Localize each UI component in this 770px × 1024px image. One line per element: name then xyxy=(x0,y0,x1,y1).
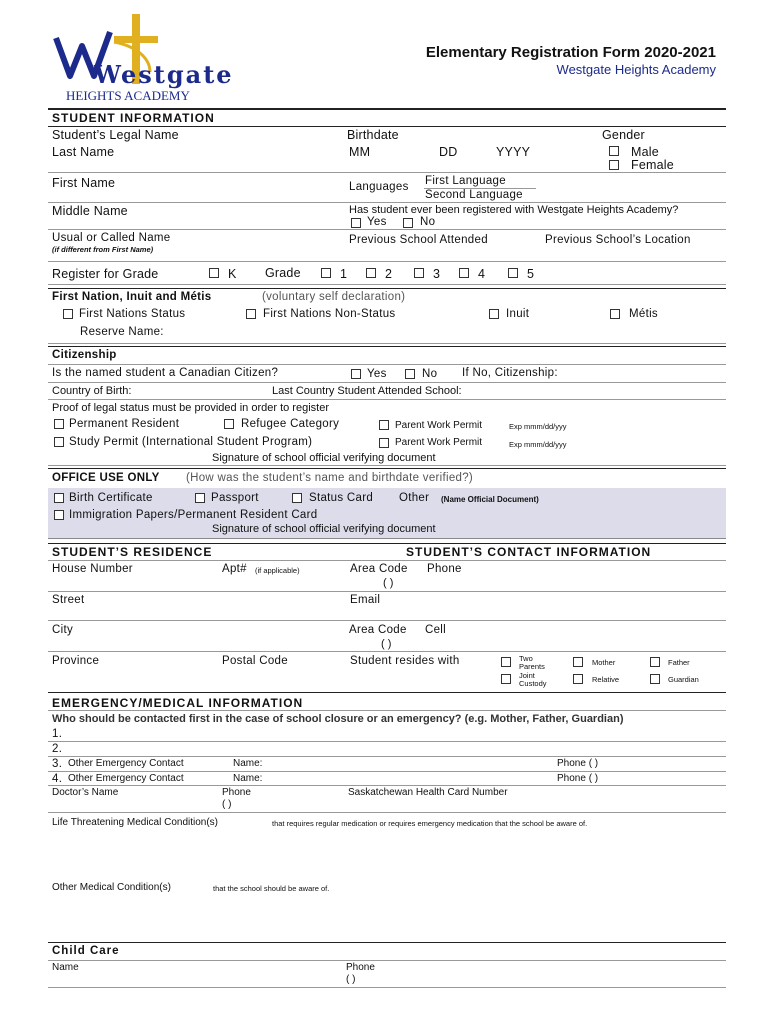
father-checkbox[interactable] xyxy=(650,657,660,667)
child-care-phone-paren: ( ) xyxy=(346,974,356,985)
grade-3-label: 3 xyxy=(433,267,441,281)
office-heading: OFFICE USE ONLY xyxy=(52,472,160,484)
emergency-question: Who should be contacted first in the case of school closure or an emergency? (e.g. Mother, Father, Guardian) xyxy=(52,713,624,725)
study-permit-checkbox[interactable] xyxy=(54,437,64,447)
country-birth-label: Country of Birth: xyxy=(52,385,132,397)
grade-2-label: 2 xyxy=(385,267,393,281)
register-grade-label: Register for Grade xyxy=(52,267,159,281)
metis-checkbox[interactable] xyxy=(610,309,620,319)
parent-permit-1-checkbox[interactable] xyxy=(379,420,389,430)
city-label: City xyxy=(52,624,74,636)
logo-subtitle: HEIGHTS ACADEMY xyxy=(66,88,190,103)
birth-cert-label: Birth Certificate xyxy=(69,492,153,504)
parent-permit-1-label: Parent Work Permit xyxy=(395,420,483,431)
other-doc-note: (Name Official Document) xyxy=(441,495,539,504)
male-label: Male xyxy=(631,145,659,159)
citizenship-heading: Citizenship xyxy=(52,349,117,361)
province-label: Province xyxy=(52,655,100,667)
office-note: (How was the student’s name and birthdate verified?) xyxy=(186,472,474,484)
guardian-label: Guardian xyxy=(668,675,699,684)
registered-no-checkbox[interactable] xyxy=(403,218,413,228)
inuit-checkbox[interactable] xyxy=(489,309,499,319)
page-subtitle: Westgate Heights Academy xyxy=(556,62,716,77)
office-signature-label: Signature of school official verifying document xyxy=(212,523,436,535)
mother-label: Mother xyxy=(592,658,616,667)
dd-label: DD xyxy=(439,145,458,159)
other-contact-3-phone: Phone ( ) xyxy=(557,758,599,769)
fn-non-status-checkbox[interactable] xyxy=(246,309,256,319)
registered-yes-label: Yes xyxy=(367,216,387,228)
first-name-label: First Name xyxy=(52,176,116,190)
status-card-checkbox[interactable] xyxy=(292,493,302,503)
status-card-label: Status Card xyxy=(309,492,374,504)
other-medical-label: Other Medical Condition(s) xyxy=(52,882,171,893)
perm-res-label: Permanent Resident xyxy=(69,418,180,430)
area-code-paren: ( ) xyxy=(383,577,394,589)
other-contact-4-label: Other Emergency Contact xyxy=(68,773,184,784)
first-nation-note: (voluntary self declaration) xyxy=(262,291,406,303)
relative-label: Relative xyxy=(592,675,620,684)
grade-label: Grade xyxy=(265,266,301,280)
parent-permit-2-checkbox[interactable] xyxy=(379,438,389,448)
life-threatening-label: Life Threatening Medical Condition(s) xyxy=(52,817,219,828)
relative-checkbox[interactable] xyxy=(573,674,583,684)
if-no-citizenship-label: If No, Citizenship: xyxy=(462,367,558,379)
apt-label: Apt# xyxy=(222,563,247,575)
registered-yes-checkbox[interactable] xyxy=(351,218,361,228)
metis-label: Métis xyxy=(629,308,658,320)
refugee-checkbox[interactable] xyxy=(224,419,234,429)
grade-2-checkbox[interactable] xyxy=(366,268,376,278)
area-code-label: Area Code xyxy=(350,563,408,575)
emergency-line-1: 1. xyxy=(52,728,63,740)
fn-non-status-label: First Nations Non-Status xyxy=(263,308,396,320)
grade-1-checkbox[interactable] xyxy=(321,268,331,278)
joint-custody-checkbox[interactable] xyxy=(501,674,511,684)
house-number-label: House Number xyxy=(52,563,133,575)
cell-area-code-label: Area Code xyxy=(349,624,407,636)
life-threatening-note: that requires regular medication or requires emergency medication that the school be aware of. xyxy=(272,819,588,828)
exp-1-label: Exp mmm/dd/yyy xyxy=(509,422,567,431)
yyyy-label: YYYY xyxy=(496,145,531,159)
health-card-label: Saskatchewan Health Card Number xyxy=(348,787,508,798)
languages-label: Languages xyxy=(349,181,409,193)
registered-no-label: No xyxy=(420,216,436,228)
postal-code-label: Postal Code xyxy=(222,655,288,667)
emergency-heading: EMERGENCY/MEDICAL INFORMATION xyxy=(52,696,304,710)
first-nation-title: First Nation, Inuit and Métis xyxy=(52,291,212,303)
guardian-checkbox[interactable] xyxy=(650,674,660,684)
passport-label: Passport xyxy=(211,492,259,504)
student-info-heading: STUDENT INFORMATION xyxy=(52,111,215,125)
citizen-yes-label: Yes xyxy=(367,368,387,380)
middle-name-label: Middle Name xyxy=(52,204,128,218)
birth-cert-checkbox[interactable] xyxy=(54,493,64,503)
joint-custody-label-1: Joint xyxy=(519,671,535,680)
previous-location-label: Previous School’s Location xyxy=(545,234,691,246)
child-care-heading: Child Care xyxy=(52,945,120,957)
grade-5-checkbox[interactable] xyxy=(508,268,518,278)
phone-label: Phone xyxy=(427,563,462,575)
school-logo xyxy=(52,12,234,104)
citizen-yes-checkbox[interactable] xyxy=(351,369,361,379)
grade-3-checkbox[interactable] xyxy=(414,268,424,278)
child-care-phone-label: Phone xyxy=(346,962,375,973)
street-label: Street xyxy=(52,594,85,606)
other-medical-note: that the school should be aware of. xyxy=(213,884,330,893)
gender-label: Gender xyxy=(602,128,645,142)
immigration-label: Immigration Papers/Permanent Resident Card xyxy=(69,509,318,521)
reserve-name-label: Reserve Name: xyxy=(80,326,164,338)
birthdate-label: Birthdate xyxy=(347,128,399,142)
two-parents-checkbox[interactable] xyxy=(501,657,511,667)
cell-area-code-paren: ( ) xyxy=(381,638,392,650)
other-contact-4-name: Name: xyxy=(233,773,263,784)
email-label: Email xyxy=(350,594,381,606)
fn-status-checkbox[interactable] xyxy=(63,309,73,319)
mm-label: MM xyxy=(349,145,371,159)
male-checkbox[interactable] xyxy=(609,146,619,156)
doctor-phone-label: Phone xyxy=(222,787,251,798)
grade-4-checkbox[interactable] xyxy=(459,268,469,278)
last-country-label: Last Country Student Attended School: xyxy=(272,385,462,397)
two-parents-label-1: Two xyxy=(519,654,533,663)
proof-statement: Proof of legal status must be provided in order to register xyxy=(52,402,329,414)
legal-name-label: Student’s Legal Name xyxy=(52,128,179,142)
first-language-label: First Language xyxy=(425,175,506,187)
cell-label: Cell xyxy=(425,624,447,636)
inuit-label: Inuit xyxy=(506,308,530,320)
refugee-label: Refugee Category xyxy=(241,418,340,430)
passport-checkbox[interactable] xyxy=(195,493,205,503)
citizen-no-checkbox[interactable] xyxy=(405,369,415,379)
father-label: Father xyxy=(668,658,690,667)
mother-checkbox[interactable] xyxy=(573,657,583,667)
grade-k-checkbox[interactable] xyxy=(209,268,219,278)
citizenship-signature-label: Signature of school official verifying document xyxy=(212,452,436,464)
registered-question: Has student ever been registered with Westgate Heights Academy? xyxy=(349,204,679,216)
grade-4-label: 4 xyxy=(478,267,486,281)
female-label: Female xyxy=(631,158,674,172)
apt-note: (if applicable) xyxy=(255,566,300,575)
study-permit-label: Study Permit (International Student Program) xyxy=(69,436,313,448)
exp-2-label: Exp mmm/dd/yyy xyxy=(509,440,567,449)
grade-k-label: K xyxy=(228,267,237,281)
last-name-label: Last Name xyxy=(52,145,115,159)
resides-with-label: Student resides with xyxy=(350,655,460,667)
logo-wordmark: Westgate xyxy=(94,60,234,89)
citizen-question: Is the named student a Canadian Citizen? xyxy=(52,367,279,379)
page-title: Elementary Registration Form 2020-2021 xyxy=(425,44,716,61)
perm-res-checkbox[interactable] xyxy=(54,419,64,429)
emergency-line-4: 4. xyxy=(52,773,63,785)
usual-name-note: (if different from First Name) xyxy=(52,245,154,254)
female-checkbox[interactable] xyxy=(609,160,619,170)
child-care-name-label: Name xyxy=(52,962,79,973)
two-parents-label-2: Parents xyxy=(519,662,545,671)
previous-school-label: Previous School Attended xyxy=(349,234,488,246)
emergency-line-3: 3. xyxy=(52,758,63,770)
other-contact-3-name: Name: xyxy=(233,758,263,769)
doctor-phone-paren: ( ) xyxy=(222,799,232,810)
parent-permit-2-label: Parent Work Permit xyxy=(395,437,483,448)
second-language-label: Second Language xyxy=(425,189,523,201)
doctor-name-label: Doctor’s Name xyxy=(52,787,119,798)
other-contact-3-label: Other Emergency Contact xyxy=(68,758,184,769)
fn-status-label: First Nations Status xyxy=(79,308,186,320)
residence-heading: STUDENT’S RESIDENCE xyxy=(52,545,213,559)
contact-heading: STUDENT’S CONTACT INFORMATION xyxy=(406,545,652,559)
grade-1-label: 1 xyxy=(340,267,348,281)
usual-name-label: Usual or Called Name xyxy=(52,232,171,244)
grade-5-label: 5 xyxy=(527,267,535,281)
citizen-no-label: No xyxy=(422,368,438,380)
other-doc-label: Other xyxy=(399,492,430,504)
emergency-line-2: 2. xyxy=(52,743,63,755)
other-contact-4-phone: Phone ( ) xyxy=(557,773,599,784)
immigration-checkbox[interactable] xyxy=(54,510,64,520)
joint-custody-label-2: Custody xyxy=(519,679,547,688)
